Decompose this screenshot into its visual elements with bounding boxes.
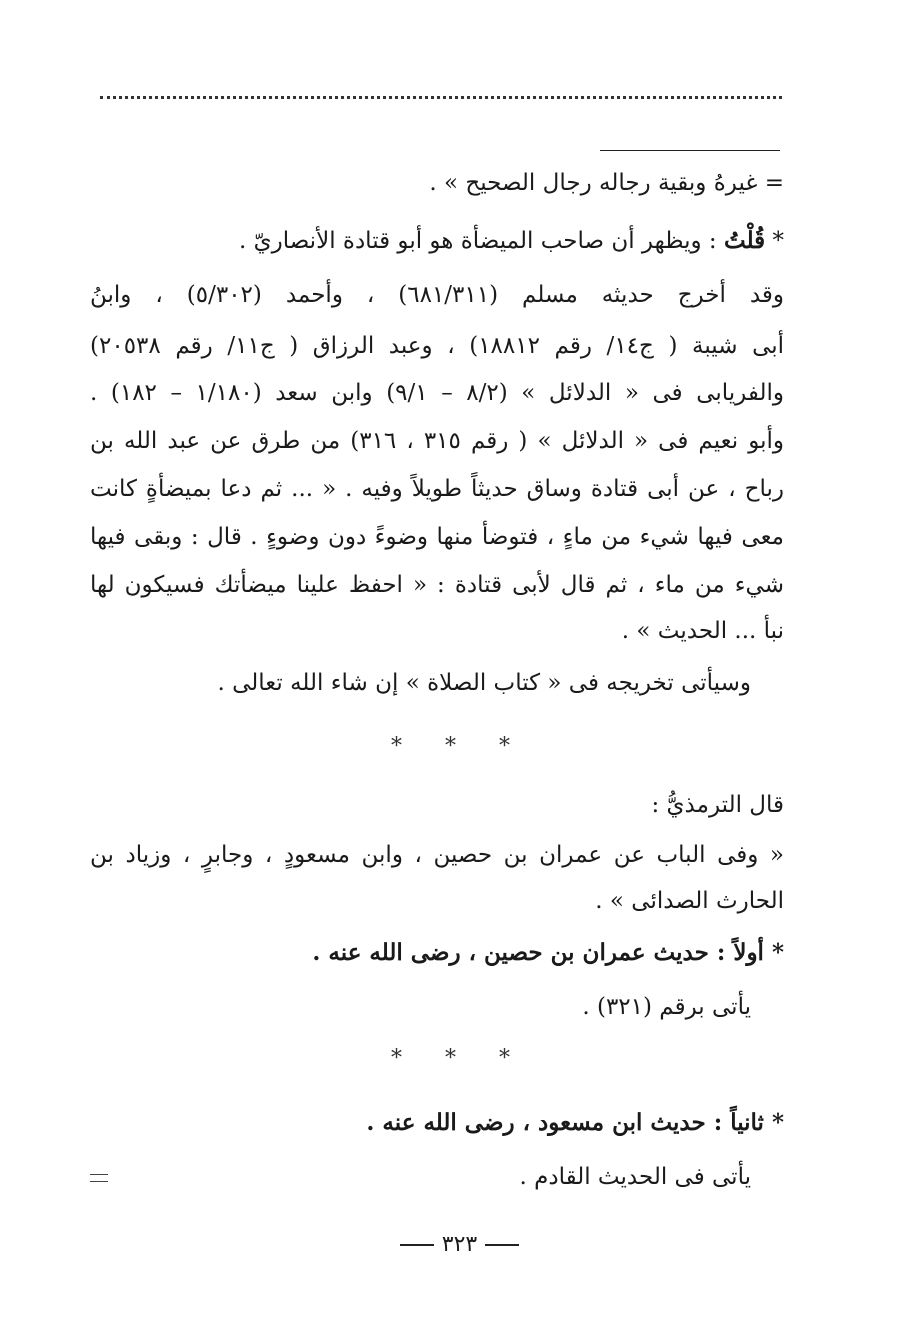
text-line-15-body: أولاً : حديث عمران بن حصين ، رضى الله عنه .	[312, 939, 764, 966]
page-number	[0, 1232, 919, 1257]
text-line-3: وقد أخرج حديثه مسلم (٦٨١/٣١١) ، وأحمد (٥/٣٠٢) ، وابنُ	[90, 282, 784, 308]
text-line-7: رباح ، عن أبى قتادة وساق حديثاً طويلاً وفيه . « ... ثم دعا بميضأةٍ كانت	[90, 476, 784, 502]
text-line-15	[90, 936, 784, 970]
text-line-9: شيء من ماء ، ثم قال لأبى قتادة : « احفظ علينا ميضأتك فسيكون لها	[90, 572, 784, 598]
text-line-10: نبأ ... الحديث » .	[621, 618, 784, 644]
text-line-17	[90, 1106, 784, 1140]
text-line-8: معى فيها شيء من ماءٍ ، فتوضأ منها وضوءً دون وضوءٍ . قال : وبقى فيها	[90, 524, 784, 550]
qultu-lead: قُلْتُ	[723, 227, 766, 254]
footnote-rule	[600, 150, 780, 151]
text-line-13: « وفى الباب عن عمران بن حصين ، وابن مسعودٍ ، وجابرٍ ، وزياد بن	[90, 842, 784, 868]
text-line-16: يأتى برقم (٣٢١) .	[582, 994, 751, 1020]
star-mark: *	[772, 228, 784, 254]
text-line-6: وأبو نعيم فى « الدلائل » ( رقم ٣١٥ ، ٣١٦) من طرق عن عبد الله بن	[90, 428, 784, 454]
text-line-12: قال الترمذيُّ :	[651, 792, 784, 818]
folio-dash-right	[485, 1244, 519, 1246]
text-line-17-body: ثانياً : حديث ابن مسعود ، رضى الله عنه .	[366, 1109, 764, 1136]
text-line-14: الحارث الصدائى » .	[595, 888, 784, 914]
text-line-5: والفريابى فى « الدلائل » (٨/٢ – ٩/١) وابن سعد (١/١٨٠ – ١٨٢) .	[90, 380, 785, 406]
text-line-18: يأتى فى الحديث القادم .	[519, 1164, 751, 1190]
text-line-2	[90, 224, 784, 258]
text-line-2-rest: : ويظهر أن صاحب الميضأة هو أبو قتادة الأنصاريّ .	[238, 228, 724, 254]
page-number-text: ٣٢٣	[441, 1232, 478, 1257]
header-dotted-rule	[100, 96, 782, 99]
folio-dash-left	[400, 1244, 434, 1246]
text-line-11: وسيأتى تخريجه فى « كتاب الصلاة » إن شاء الله تعالى .	[217, 670, 751, 696]
section-separator-1: * * *	[391, 734, 528, 759]
section-separator-2: * * *	[391, 1046, 528, 1071]
continuation-mark	[90, 1174, 108, 1182]
text-line-4: أبى شيبة ( ج١٤/ رقم ١٨٨١٢) ، وعبد الرزاق ( ج١١/ رقم ٢٠٥٣٨)	[90, 333, 785, 359]
star-mark: *	[771, 1109, 784, 1136]
star-mark: *	[771, 939, 784, 966]
text-line-1: = غيرهُ وبقية رجاله رجال الصحيح » .	[429, 170, 784, 196]
